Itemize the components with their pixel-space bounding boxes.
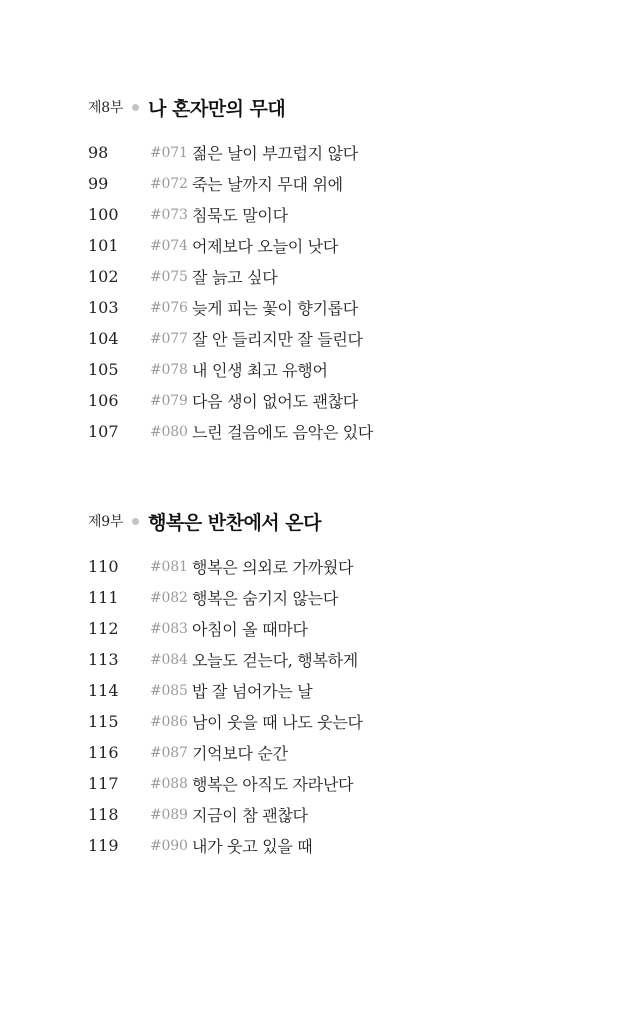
entry-title: 행복은 아직도 자라난다 (192, 775, 354, 794)
entry-page-number: 118 (88, 805, 119, 824)
entry-title: 느린 걸음에도 음악은 있다 (192, 423, 374, 442)
toc-entry[interactable] (88, 644, 568, 675)
entry-title: 지금이 참 괜찮다 (192, 806, 308, 825)
entry-page-number: 110 (88, 557, 119, 576)
entry-page-number: 103 (88, 298, 119, 317)
toc-entry[interactable] (88, 799, 568, 830)
entry-number: #078 (150, 361, 188, 378)
toc-entry[interactable] (88, 168, 568, 199)
entry-number: #085 (150, 682, 188, 699)
entry-title: 잘 늙고 싶다 (192, 268, 278, 287)
entry-number: #088 (150, 775, 188, 792)
entry-number: #083 (150, 620, 188, 637)
entry-title: 아침이 올 때마다 (192, 620, 308, 639)
toc-entry[interactable] (88, 292, 568, 323)
toc-entry[interactable] (88, 323, 568, 354)
toc-entry[interactable] (88, 768, 568, 799)
toc-entry[interactable] (88, 385, 568, 416)
part-9-section (88, 506, 568, 861)
part-title: 나 혼자만의 무대 (148, 97, 286, 120)
entry-number: #081 (150, 558, 188, 575)
toc-entry[interactable] (88, 199, 568, 230)
entry-page-number: 106 (88, 391, 119, 410)
entry-title: 남이 웃을 때 나도 웃는다 (192, 713, 363, 732)
part-8-section (88, 92, 568, 447)
entry-page-number: 113 (88, 650, 119, 669)
entry-list (88, 137, 568, 447)
entry-number: #087 (150, 744, 188, 761)
entry-page-number: 100 (88, 205, 119, 224)
entry-page-number: 107 (88, 422, 119, 441)
toc-entry[interactable] (88, 230, 568, 261)
entry-title: 어제보다 오늘이 낫다 (192, 237, 338, 256)
part-label: 제9부 (88, 514, 124, 530)
part-header (88, 92, 568, 122)
toc-entry[interactable] (88, 354, 568, 385)
bullet-dot-icon (132, 104, 139, 111)
entry-title: 행복은 숨기지 않는다 (192, 589, 338, 608)
part-title: 행복은 반찬에서 온다 (148, 511, 321, 534)
entry-page-number: 111 (88, 588, 119, 607)
toc-entry[interactable] (88, 582, 568, 613)
entry-title: 침묵도 말이다 (192, 206, 288, 225)
entry-page-number: 105 (88, 360, 119, 379)
toc-entry[interactable] (88, 613, 568, 644)
entry-number: #090 (150, 837, 188, 854)
toc-entry[interactable] (88, 706, 568, 737)
entry-page-number: 114 (88, 681, 119, 700)
entry-page-number: 119 (88, 836, 119, 855)
entry-number: #079 (150, 392, 188, 409)
entry-page-number: 98 (88, 143, 109, 162)
part-label: 제8부 (88, 100, 124, 116)
entry-title: 내가 웃고 있을 때 (192, 837, 313, 856)
entry-number: #072 (150, 175, 188, 192)
toc-entry[interactable] (88, 137, 568, 168)
entry-page-number: 99 (88, 174, 109, 193)
entry-title: 내 인생 최고 유행어 (192, 361, 328, 380)
entry-list (88, 551, 568, 861)
entry-title: 죽는 날까지 무대 위에 (192, 175, 343, 194)
entry-number: #089 (150, 806, 188, 823)
toc-entry[interactable] (88, 416, 568, 447)
entry-number: #080 (150, 423, 188, 440)
entry-title: 다음 생이 없어도 괜찮다 (192, 392, 358, 411)
entry-number: #077 (150, 330, 188, 347)
entry-title: 기억보다 순간 (192, 744, 288, 763)
entry-title: 늦게 피는 꽃이 향기롭다 (192, 299, 358, 318)
entry-page-number: 116 (88, 743, 119, 762)
toc-entry[interactable] (88, 737, 568, 768)
entry-page-number: 104 (88, 329, 119, 348)
entry-page-number: 112 (88, 619, 119, 638)
entry-number: #075 (150, 268, 188, 285)
entry-number: #074 (150, 237, 188, 254)
entry-title: 밥 잘 넘어가는 날 (192, 682, 313, 701)
entry-number: #076 (150, 299, 188, 316)
entry-number: #071 (150, 144, 188, 161)
entry-page-number: 115 (88, 712, 119, 731)
entry-title: 잘 안 들리지만 잘 들린다 (192, 330, 363, 349)
toc-entry[interactable] (88, 261, 568, 292)
entry-number: #073 (150, 206, 188, 223)
toc-entry[interactable] (88, 830, 568, 861)
toc-entry[interactable] (88, 675, 568, 706)
entry-page-number: 117 (88, 774, 119, 793)
entry-number: #082 (150, 589, 188, 606)
bullet-dot-icon (132, 518, 139, 525)
entry-title: 행복은 의외로 가까웠다 (192, 558, 354, 577)
entry-page-number: 102 (88, 267, 119, 286)
entry-title: 젊은 날이 부끄럽지 않다 (192, 144, 358, 163)
toc-entry[interactable] (88, 551, 568, 582)
entry-title: 오늘도 걷는다, 행복하게 (192, 651, 358, 670)
entry-number: #084 (150, 651, 188, 668)
entry-page-number: 101 (88, 236, 119, 255)
part-header (88, 506, 568, 536)
entry-number: #086 (150, 713, 188, 730)
